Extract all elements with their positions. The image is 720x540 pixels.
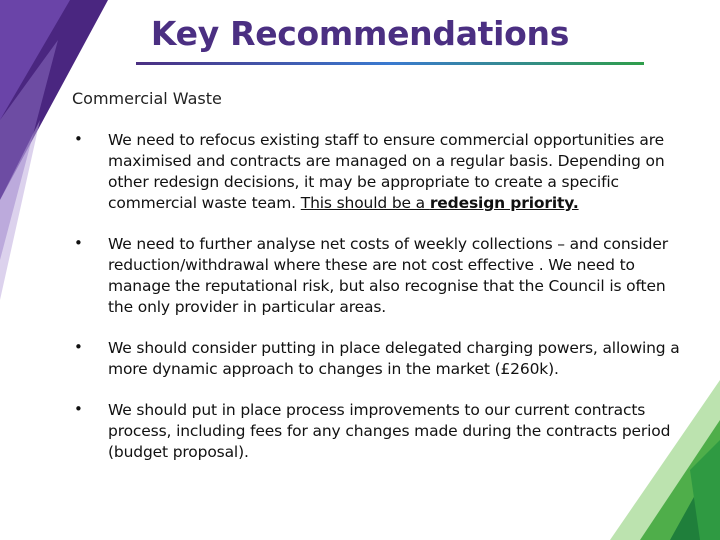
bullet-text: We should put in place process improvements to our current contracts process, including fees for any changes made during the contracts period (budget proposal). — [108, 401, 671, 461]
bullet-text — [108, 130, 682, 214]
bullet-icon: • — [74, 130, 83, 148]
bullet-icon: • — [74, 400, 83, 418]
list-item — [72, 130, 682, 214]
bullet-text: We should consider putting in place delegated charging powers, allowing a more dynamic approach to changes in the market (£260k). — [108, 339, 680, 378]
bullet-underlined-text: This should be a — [300, 194, 430, 212]
bullet-icon: • — [74, 338, 83, 356]
bullet-text: We need to further analyse net costs of weekly collections – and consider reduction/withdrawal where these are not cost effective . We need to manage the reputational risk, but also recognise that the Council is often the only provider in particular areas. — [108, 235, 668, 316]
bullet-text-part: We need to refocus existing staff to ensure commercial opportunities are maximised and contracts are managed on a regular basis. Depending on other redesign decisions, it may be appropriate to create a specific commercial waste team. — [108, 131, 665, 212]
section-subheading: Commercial Waste — [72, 89, 222, 108]
list-item — [72, 400, 682, 463]
list-item — [72, 234, 682, 318]
bullet-emphasis-text: redesign priority. — [429, 194, 579, 212]
title-underline-rule — [136, 62, 644, 65]
page-title: Key Recommendations — [150, 14, 570, 53]
list-item — [72, 338, 682, 380]
bullet-icon: • — [74, 234, 83, 252]
recommendation-list — [72, 130, 682, 483]
